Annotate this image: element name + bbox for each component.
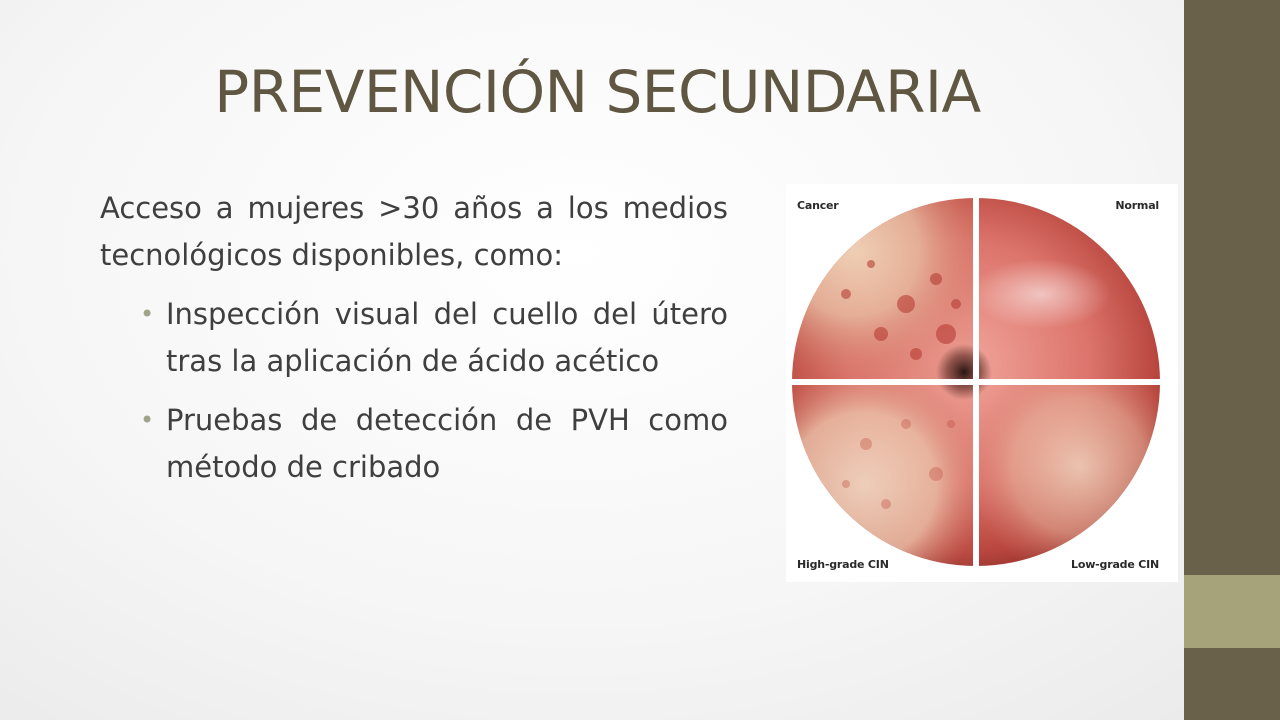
horizontal-divider	[788, 379, 1168, 385]
bullet-list	[100, 291, 728, 491]
normal-quadrant-highlight	[971, 259, 1111, 329]
sidebar-accent-top	[1184, 0, 1280, 575]
label-low-grade-cin: Low-grade CIN	[1071, 558, 1159, 571]
slide-body	[100, 185, 728, 503]
sidebar-accent-bottom	[1184, 648, 1280, 720]
sidebar-accent-middle	[1184, 575, 1280, 648]
label-cancer: Cancer	[797, 199, 839, 212]
cervix-illustration	[786, 184, 1178, 582]
cervical-os	[936, 344, 992, 400]
low-grade-quadrant	[976, 382, 1164, 570]
bullet-icon: •	[140, 300, 155, 328]
bullet-text: Pruebas de detección de PVH como método de cribado	[166, 403, 728, 484]
high-grade-quadrant	[788, 382, 976, 570]
bullet-icon: •	[140, 406, 155, 434]
bullet-item	[140, 291, 728, 385]
cervix-quadrants-image	[786, 184, 1178, 582]
slide-title: PREVENCIÓN SECUNDARIA	[214, 58, 981, 126]
bullet-item	[140, 397, 728, 491]
label-normal: Normal	[1115, 199, 1159, 212]
intro-paragraph: Acceso a mujeres >30 años a los medios tecnológicos disponibles, como:	[100, 191, 728, 272]
bullet-text: Inspección visual del cuello del útero tras la aplicación de ácido acético	[166, 297, 728, 378]
label-high-grade-cin: High-grade CIN	[797, 558, 889, 571]
